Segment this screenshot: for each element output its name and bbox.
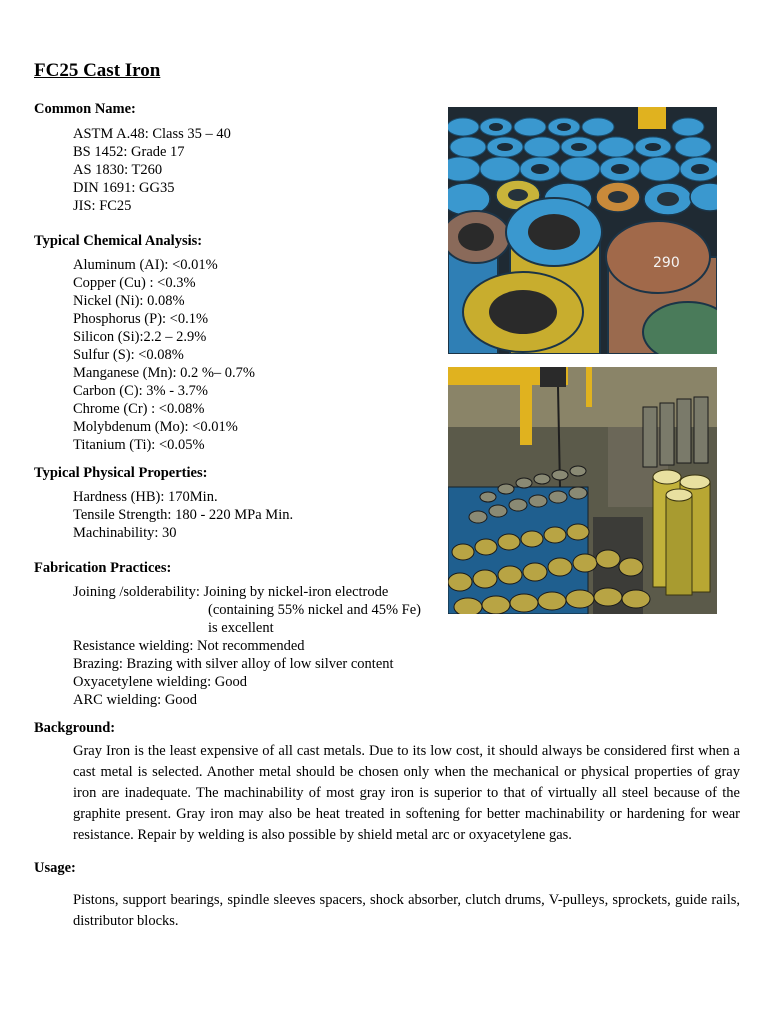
- common-name-heading: Common Name:: [34, 101, 136, 117]
- list-item: Silicon (Si):2.2 – 2.9%: [73, 329, 207, 345]
- list-item: Carbon (C): 3% - 3.7%: [73, 383, 208, 399]
- list-item: Titanium (Ti): <0.05%: [73, 437, 205, 453]
- background-text: Gray Iron is the least expensive of all cast metals. Due to its low cost, it should always be considered first when a cast metal is selected. Another metal should be chosen only when the mechanical or physical properties of gray iron are inadequate. The machinability of most gray iron is superior to that of virtually all steel because of the graphite present. Gray iron may also be heat treated in softening for better machinability or hardening for wear resistance. Repair by welding is also possible by shield metal arc or oxyacetylene gas.: [73, 743, 740, 843]
- usage-heading: Usage:: [34, 860, 76, 876]
- list-item: Brazing: Brazing with silver alloy of low silver content: [73, 656, 394, 672]
- list-item: JIS: FC25: [73, 198, 132, 214]
- list-item: Oxyacetylene wielding: Good: [73, 674, 247, 690]
- joining-line: is excellent: [208, 620, 274, 636]
- list-item: Sulfur (S): <0.08%: [73, 347, 184, 363]
- pipe-stack-image: [448, 107, 717, 354]
- list-item: DIN 1691: GG35: [73, 180, 175, 196]
- list-item: Resistance wielding: Not recommended: [73, 638, 305, 654]
- list-item: Machinability: 30: [73, 525, 177, 541]
- joining-line: (containing 55% nickel and 45% Fe): [208, 602, 422, 618]
- chemical-analysis-list: [73, 256, 255, 454]
- list-item: BS 1452: Grade 17: [73, 144, 185, 160]
- list-item: ARC wielding: Good: [73, 692, 198, 708]
- list-item: Phosphorus (P): <0.1%: [73, 311, 209, 327]
- usage-text: Pistons, support bearings, spindle sleeves spacers, shock absorber, clutch drums, V-pulleys, sprockets, guide rails, distributor blocks.: [73, 892, 740, 929]
- physical-properties-list: [73, 488, 293, 542]
- list-item: Manganese (Mn): 0.2 %– 0.7%: [73, 365, 256, 381]
- list-item: AS 1830: T260: [73, 162, 163, 178]
- fabrication-heading: Fabrication Practices:: [34, 560, 172, 576]
- cast-iron-stock-photo-bottom: [448, 367, 717, 614]
- list-item: Nickel (Ni): 0.08%: [73, 293, 185, 309]
- list-item: ASTM A.48: Class 35 – 40: [73, 126, 231, 142]
- joining-line: Joining /solderability: Joining by nickel-iron electrode: [73, 584, 389, 600]
- chemical-analysis-heading: Typical Chemical Analysis:: [34, 233, 203, 249]
- pipe-marking: 290: [653, 255, 680, 271]
- warehouse-image: [448, 367, 717, 614]
- list-item: Chrome (Cr) : <0.08%: [73, 401, 205, 417]
- list-item: Tensile Strength: 180 - 220 MPa Min.: [73, 507, 294, 523]
- background-heading: Background:: [34, 720, 116, 736]
- list-item: Copper (Cu) : <0.3%: [73, 275, 196, 291]
- page-title: FC25 Cast Iron: [34, 60, 161, 81]
- list-item: Aluminum (AI): <0.01%: [73, 257, 218, 273]
- fabrication-list: [73, 583, 421, 709]
- list-item: Hardness (HB): 170Min.: [73, 489, 218, 505]
- common-name-list: [73, 125, 231, 215]
- list-item: Molybdenum (Mo): <0.01%: [73, 419, 238, 435]
- cast-iron-stock-photo-top: [448, 107, 717, 354]
- physical-properties-heading: Typical Physical Properties:: [34, 465, 208, 481]
